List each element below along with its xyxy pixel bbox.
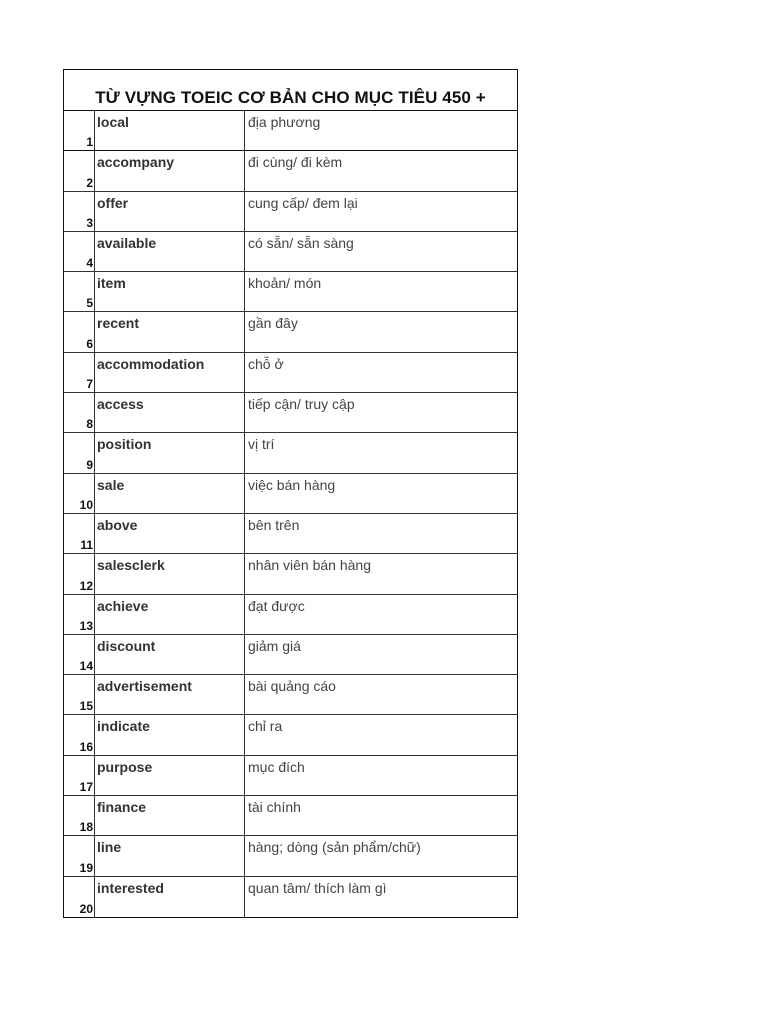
table-row <box>64 111 517 151</box>
row-number: 3 <box>64 192 95 231</box>
vocab-word: item <box>95 272 245 311</box>
vocab-meaning: chỉ ra <box>248 718 283 735</box>
row-number: 12 <box>64 554 95 593</box>
vocab-meaning: hàng; dòng (sản phẩm/chữ) <box>248 839 421 856</box>
vocab-meaning: bên trên <box>248 516 300 533</box>
vocab-meaning: cung cấp/ đem lại <box>248 194 358 211</box>
row-number: 11 <box>64 514 95 553</box>
vocab-meaning: tài chính <box>248 799 301 816</box>
table-row <box>64 232 517 272</box>
table-row <box>64 474 517 514</box>
table-row <box>64 554 517 594</box>
table-row <box>64 514 517 554</box>
table-row <box>64 635 517 675</box>
vocab-meaning: địa phương <box>248 114 321 130</box>
row-number: 1 <box>64 111 95 150</box>
vocab-word: advertisement <box>95 675 245 714</box>
vocab-word: local <box>95 111 245 150</box>
vocab-word: recent <box>95 312 245 351</box>
table-row <box>64 192 517 232</box>
row-number: 10 <box>64 474 95 513</box>
vocab-word: accommodation <box>95 353 245 392</box>
vocab-word: finance <box>95 796 245 835</box>
vocab-meaning: khoản/ món <box>248 275 322 292</box>
vocab-word: above <box>95 514 245 553</box>
row-number: 2 <box>64 151 95 190</box>
table-row <box>64 595 517 635</box>
vocabulary-table <box>63 69 518 918</box>
vocab-meaning: chỗ ở <box>248 355 284 372</box>
row-number: 9 <box>64 433 95 472</box>
row-number: 20 <box>64 877 95 917</box>
row-number: 7 <box>64 353 95 392</box>
row-number: 6 <box>64 312 95 351</box>
table-row <box>64 796 517 836</box>
vocab-word: discount <box>95 635 245 674</box>
vocab-word: accompany <box>95 151 245 190</box>
vocab-word: indicate <box>95 715 245 754</box>
table-row <box>64 715 517 755</box>
vocab-word: access <box>95 393 245 432</box>
vocab-word: offer <box>95 192 245 231</box>
vocab-word: position <box>95 433 245 472</box>
table-row <box>64 393 517 433</box>
vocab-word: achieve <box>95 595 245 634</box>
table-row <box>64 756 517 796</box>
vocab-meaning: đạt được <box>248 597 305 614</box>
vocab-meaning: việc bán hàng <box>248 476 336 493</box>
row-number: 18 <box>64 796 95 835</box>
row-number: 8 <box>64 393 95 432</box>
row-number: 5 <box>64 272 95 311</box>
table-row <box>64 433 517 473</box>
row-number: 19 <box>64 836 95 875</box>
table-row <box>64 675 517 715</box>
vocab-meaning: mục đích <box>248 758 305 775</box>
table-row <box>64 877 517 917</box>
vocab-word: line <box>95 836 245 875</box>
vocab-word: purpose <box>95 756 245 795</box>
row-number: 16 <box>64 715 95 754</box>
row-number: 14 <box>64 635 95 674</box>
table-row <box>64 312 517 352</box>
vocab-meaning: quan tâm/ thích làm gì <box>248 879 387 896</box>
table-row <box>64 272 517 312</box>
row-number: 13 <box>64 595 95 634</box>
vocab-meaning: tiếp cận/ truy cập <box>248 396 355 413</box>
table-row <box>64 353 517 393</box>
row-number: 15 <box>64 675 95 714</box>
table-row <box>64 836 517 876</box>
row-number: 17 <box>64 756 95 795</box>
vocab-meaning: nhân viên bán hàng <box>248 557 371 574</box>
vocab-word: salesclerk <box>95 554 245 593</box>
title-row <box>64 70 517 111</box>
vocab-meaning: đi cùng/ đi kèm <box>248 154 343 171</box>
vocab-meaning: vị trí <box>248 436 275 453</box>
page-title: TỪ VỰNG TOEIC CƠ BẢN CHO MỤC TIÊU 450 + <box>95 88 486 107</box>
table-body <box>64 111 517 917</box>
vocab-word: interested <box>95 877 245 917</box>
vocab-meaning: giảm giá <box>248 637 301 654</box>
vocab-meaning: gần đây <box>248 315 298 332</box>
vocab-word: available <box>95 232 245 271</box>
vocab-meaning: bài quảng cáo <box>248 678 336 695</box>
vocab-word: sale <box>95 474 245 513</box>
table-row <box>64 151 517 191</box>
vocab-meaning: có sẵn/ sẵn sàng <box>248 234 354 251</box>
row-number: 4 <box>64 232 95 271</box>
